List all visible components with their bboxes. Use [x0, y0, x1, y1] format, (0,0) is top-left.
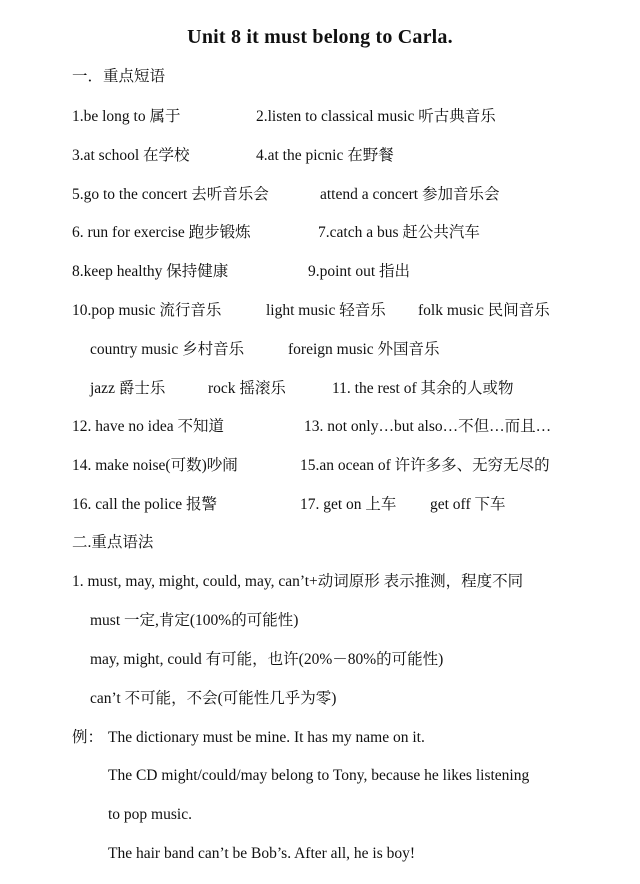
- phrase-item: folk music 民间音乐: [418, 302, 550, 319]
- phrase-item: country music 乡村音乐: [90, 341, 245, 358]
- phrase-item: 10.pop music 流行音乐: [72, 302, 222, 319]
- phrase-item: get off 下车: [430, 496, 506, 513]
- section-heading-grammar: 二.重点语法: [72, 534, 154, 551]
- phrase-item: foreign music 外国音乐: [288, 341, 440, 358]
- phrase-item: 13. not only…but also…不但…而且…: [304, 418, 552, 435]
- example-sentence: The dictionary must be mine. It has my name on it.: [108, 729, 425, 746]
- grammar-point: may, might, could 有可能，也许(20%－80%的可能性): [90, 651, 444, 668]
- example-sentence: The hair band can’t be Bob’s. After all, he is boy!: [108, 845, 416, 862]
- phrase-item: rock 摇滚乐: [208, 380, 286, 397]
- phrase-item: 5.go to the concert 去听音乐会: [72, 186, 269, 203]
- phrase-item: 11. the rest of 其余的人或物: [332, 380, 514, 397]
- grammar-point: can’t 不可能，不会(可能性几乎为零): [90, 690, 337, 707]
- example-sentence: The CD might/could/may belong to Tony, because he likes listening: [108, 767, 530, 784]
- phrase-item: 7.catch a bus 赶公共汽车: [318, 224, 480, 241]
- phrase-item: 4.at the picnic 在野餐: [256, 147, 394, 164]
- phrase-item: 14. make noise(可数)吵闹: [72, 457, 238, 474]
- phrase-item: jazz 爵士乐: [90, 380, 166, 397]
- phrase-item: 17. get on 上车: [300, 496, 397, 513]
- phrase-item: 16. call the police 报警: [72, 496, 218, 513]
- phrase-item: attend a concert 参加音乐会: [320, 186, 500, 203]
- phrase-item: 6. run for exercise 跑步锻炼: [72, 224, 251, 241]
- section-heading-phrases: 一．重点短语: [72, 68, 166, 85]
- example-label: 例：: [72, 729, 104, 746]
- grammar-point: must 一定,肯定(100%的可能性): [90, 612, 299, 629]
- grammar-point: 1. must, may, might, could, may, can’t+动词原形 表示推测，程度不同: [72, 573, 524, 590]
- phrase-item: light music 轻音乐: [266, 302, 386, 319]
- phrase-item: 12. have no idea 不知道: [72, 418, 224, 435]
- phrase-item: 1.be long to 属于: [72, 108, 181, 125]
- phrase-item: 15.an ocean of 许许多多、无穷无尽的: [300, 457, 550, 474]
- example-sentence: to pop music.: [108, 806, 192, 823]
- page-title: Unit 8 it must belong to Carla.: [187, 26, 453, 48]
- phrase-item: 3.at school 在学校: [72, 147, 190, 164]
- phrase-item: 2.listen to classical music 听古典音乐: [256, 108, 496, 125]
- phrase-item: 9.point out 指出: [308, 263, 411, 280]
- phrase-item: 8.keep healthy 保持健康: [72, 263, 229, 280]
